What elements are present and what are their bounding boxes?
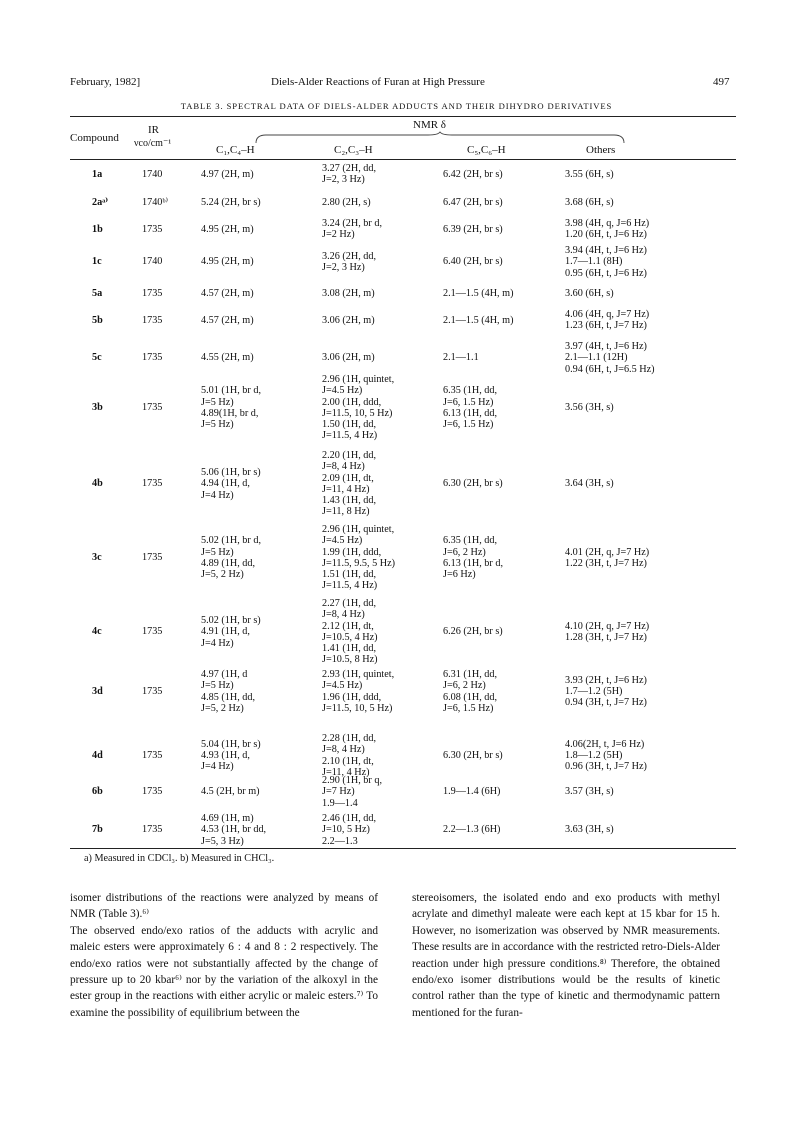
cell-c14: 5.01 (1H, br d, J=5 Hz) 4.89(1H, br d, J=5 Hz): [201, 385, 261, 431]
cell-c14: 4.69 (1H, m) 4.53 (1H, br dd, J=5, 3 Hz): [201, 813, 267, 847]
cell-compound: 3b: [92, 402, 103, 414]
cell-c56: 6.30 (2H, br s): [443, 478, 503, 490]
cell-compound: 4d: [92, 749, 103, 761]
cell-compound: 4b: [92, 478, 103, 490]
cell-others: 4.01 (2H, q, J=7 Hz) 1.22 (3H, t, J=7 Hz): [565, 546, 650, 569]
header-nmr: NMR δ: [413, 119, 446, 131]
cell-ir: 1735: [142, 352, 163, 364]
header-ir-unit: νco/cm⁻¹: [134, 138, 172, 149]
cell-c56: 6.30 (2H, br s): [443, 749, 503, 761]
cell-ir: 1735: [142, 552, 163, 564]
cell-others: 3.57 (3H, s): [565, 786, 614, 798]
cell-c14: 4.95 (2H, m): [201, 256, 254, 268]
cell-c23: 2.96 (1H, quintet, J=4.5 Hz) 2.00 (1H, ddd, J=11.5, 10, 5 Hz) 1.50 (1H, dd, J=11.5, 4 Hz): [322, 374, 395, 442]
cell-compound: 2aᵃ⁾: [92, 197, 109, 208]
cell-others: 4.10 (2H, q, J=7 Hz) 1.28 (3H, t, J=7 Hz): [565, 620, 650, 643]
cell-others: 3.60 (6H, s): [565, 288, 614, 299]
cell-c56: 6.35 (1H, dd, J=6, 1.5 Hz) 6.13 (1H, dd, J=6, 1.5 Hz): [443, 385, 498, 431]
cell-c56: 6.35 (1H, dd, J=6, 2 Hz) 6.13 (1H, br d, J=6 Hz): [443, 535, 503, 581]
cell-compound: 3d: [92, 685, 103, 697]
cell-c14: 5.02 (1H, br d, J=5 Hz) 4.89 (1H, dd, J=5, 2 Hz): [201, 535, 261, 581]
cell-c56: 2.1—1.1: [443, 352, 479, 364]
table-footnote: a) Measured in CDCl₃. b) Measured in CHCl₃.: [84, 853, 275, 864]
cell-compound: 5c: [92, 352, 102, 364]
cell-others: 4.06(2H, t, J=6 Hz) 1.8—1.2 (5H) 0.96 (3H, t, J=7 Hz): [565, 738, 647, 773]
cell-c56: 2.2—1.3 (6H): [443, 824, 501, 836]
cell-c14: 4.5 (2H, br m): [201, 786, 260, 798]
cell-ir: 1735: [142, 824, 163, 836]
cell-compound: 1a: [92, 168, 103, 180]
cell-compound: 5b: [92, 314, 103, 326]
cell-c56: 2.1—1.5 (4H, m): [443, 314, 514, 326]
cell-compound: 5a: [92, 288, 103, 299]
cell-compound: 1b: [92, 223, 103, 235]
cell-c14: 4.95 (2H, m): [201, 223, 254, 235]
cell-ir: 1735: [142, 626, 163, 638]
cell-others: 3.64 (3H, s): [565, 478, 614, 490]
cell-others: 3.97 (4H, t, J=6 Hz) 2.1—1.1 (12H) 0.94 (6H, t, J=6.5 Hz): [565, 341, 655, 375]
cell-others: 3.94 (4H, t, J=6 Hz) 1.7—1.1 (8H) 0.95 (6H, t, J=6 Hz): [565, 245, 647, 279]
cell-ir: 1735: [142, 223, 163, 235]
header-compound: Compound: [70, 132, 119, 144]
cell-c23: 2.90 (1H, br q, J=7 Hz) 1.9—1.4: [322, 775, 382, 809]
cell-ir: 1735: [142, 314, 163, 326]
running-header-date: February, 1982]: [70, 76, 141, 88]
running-header-title: Diels-Alder Reactions of Furan at High Pressure: [271, 76, 485, 88]
cell-others: 3.93 (2H, t, J=6 Hz) 1.7—1.2 (5H) 0.94 (3H, t, J=7 Hz): [565, 674, 647, 709]
body-right-column: [412, 890, 720, 1021]
cell-c56: 6.40 (2H, br s): [443, 256, 503, 268]
cell-ir: 1735: [142, 685, 163, 697]
cell-others: 3.56 (3H, s): [565, 402, 614, 414]
header-c56: C₅,C₆–H: [467, 144, 506, 156]
header-c14: C₁,C₄–H: [216, 144, 255, 156]
header-c23: C₂,C₃–H: [334, 144, 373, 156]
cell-c56: 2.1—1.5 (4H, m): [443, 288, 514, 299]
cell-c23: 2.93 (1H, quintet, J=4.5 Hz) 1.96 (1H, ddd, J=11.5, 10, 5 Hz): [322, 669, 395, 714]
cell-ir: 1735: [142, 749, 163, 761]
cell-c56: 6.31 (1H, dd, J=6, 2 Hz) 6.08 (1H, dd, J=6, 1.5 Hz): [443, 669, 498, 714]
header-others: Others: [586, 144, 616, 156]
cell-c14: 4.97 (2H, m): [201, 168, 254, 180]
cell-others: 3.63 (3H, s): [565, 824, 614, 836]
cell-compound: 4c: [92, 626, 102, 638]
body-left-text: isomer distributions of the reactions were analyzed by means of NMR (Table 3).⁶⁾ The observed endo/exo ratios of the adducts with acrylic and maleic esters were approximately 6 : 4 and 8 : 2 respectively. The endo/exo ratios were not substantially affected by the change of pressure up to 20 kbar⁶⁾ nor by the variation of the alkoxyl in the ester group in the reactions with either acrylic or maleic esters.⁷⁾ To examine the possibility of equilibrium between the: [70, 892, 378, 1019]
cell-others: 4.06 (4H, q, J=7 Hz) 1.23 (6H, t, J=7 Hz): [565, 309, 650, 332]
cell-c56: 1.9—1.4 (6H): [443, 786, 501, 798]
cell-c23: 3.26 (2H, dd, J=2, 3 Hz): [322, 250, 377, 273]
cell-c56: 6.42 (2H, br s): [443, 168, 503, 180]
cell-ir: 1735: [142, 478, 163, 490]
header-ir: IR: [148, 124, 159, 136]
cell-c23: 2.28 (1H, dd, J=8, 4 Hz) 2.10 (1H, dt, J=11, 4 Hz): [322, 733, 377, 778]
cell-c56: 6.26 (2H, br s): [443, 626, 503, 638]
cell-c23: 2.27 (1H, dd, J=8, 4 Hz) 2.12 (1H, dt, J=10.5, 4 Hz) 1.41 (1H, dd, J=10.5, 8 Hz): [322, 598, 378, 666]
cell-ir: 1735: [142, 288, 163, 299]
table-caption: TABLE 3. SPECTRAL DATA OF DIELS-ALDER ADDUCTS AND THEIR DIHYDRO DERIVATIVES: [180, 101, 613, 111]
cell-c14: 4.55 (2H, m): [201, 352, 254, 364]
cell-c23: 3.24 (2H, br d, J=2 Hz): [322, 218, 382, 241]
cell-ir: 1740: [142, 168, 163, 180]
cell-others: 3.55 (6H, s): [565, 168, 614, 180]
page-number: 497: [713, 76, 730, 88]
cell-c23: 2.46 (1H, dd, J=10, 5 Hz) 2.2—1.3: [322, 813, 377, 847]
cell-others: 3.98 (4H, q, J=6 Hz) 1.20 (6H, t, J=6 Hz): [565, 218, 650, 241]
cell-c14: 5.06 (1H, br s) 4.94 (1H, d, J=4 Hz): [201, 466, 261, 501]
cell-c14: 5.04 (1H, br s) 4.93 (1H, d, J=4 Hz): [201, 738, 261, 773]
cell-c23: 2.80 (2H, s): [322, 197, 371, 208]
cell-c14: 4.97 (1H, d J=5 Hz) 4.85 (1H, dd, J=5, 2 Hz): [201, 669, 256, 714]
cell-c14: 4.57 (2H, m): [201, 288, 254, 299]
cell-c14: 4.57 (2H, m): [201, 314, 254, 326]
cell-compound: 6b: [92, 786, 103, 798]
cell-ir: 1735: [142, 786, 163, 798]
cell-c56: 6.39 (2H, br s): [443, 223, 503, 235]
body-left-column: [70, 890, 378, 1021]
body-right-text: stereoisomers, the isolated endo and exo products with methyl acrylate and dimethyl maleate were each kept at 15 kbar for 15 h. However, no isomerization was observed by NMR measurements. These results are in accordance with the restricted retro-Diels-Alder reaction under high pressure conditions.⁸⁾ Therefore, the obtained endo/exo isomer distributions would be the results of kinetic control rather than the type of kinetic and thermodynamic pattern mentioned for the furan-: [412, 892, 720, 1019]
cell-ir: 1740ᵇ⁾: [142, 197, 169, 208]
cell-compound: 3c: [92, 552, 102, 564]
cell-c23: 3.08 (2H, m): [322, 288, 375, 299]
cell-compound: 1c: [92, 256, 102, 268]
cell-c23: 3.06 (2H, m): [322, 314, 375, 326]
cell-c14: 5.24 (2H, br s): [201, 197, 261, 208]
cell-c23: 2.96 (1H, quintet, J=4.5 Hz) 1.99 (1H, ddd, J=11.5, 9.5, 5 Hz) 1.51 (1H, dd, J=11.5, 4 Hz): [322, 524, 395, 592]
cell-ir: 1735: [142, 402, 163, 414]
cell-c23: 3.06 (2H, m): [322, 352, 375, 364]
cell-c23: 2.20 (1H, dd, J=8, 4 Hz) 2.09 (1H, dt, J=11, 4 Hz) 1.43 (1H, dd, J=11, 8 Hz): [322, 450, 377, 518]
cell-others: 3.68 (6H, s): [565, 197, 614, 208]
cell-ir: 1740: [142, 256, 163, 268]
cell-c14: 5.02 (1H, br s) 4.91 (1H, d, J=4 Hz): [201, 614, 261, 649]
cell-c56: 6.47 (2H, br s): [443, 197, 503, 208]
cell-compound: 7b: [92, 824, 103, 836]
cell-c23: 3.27 (2H, dd, J=2, 3 Hz): [322, 163, 377, 186]
